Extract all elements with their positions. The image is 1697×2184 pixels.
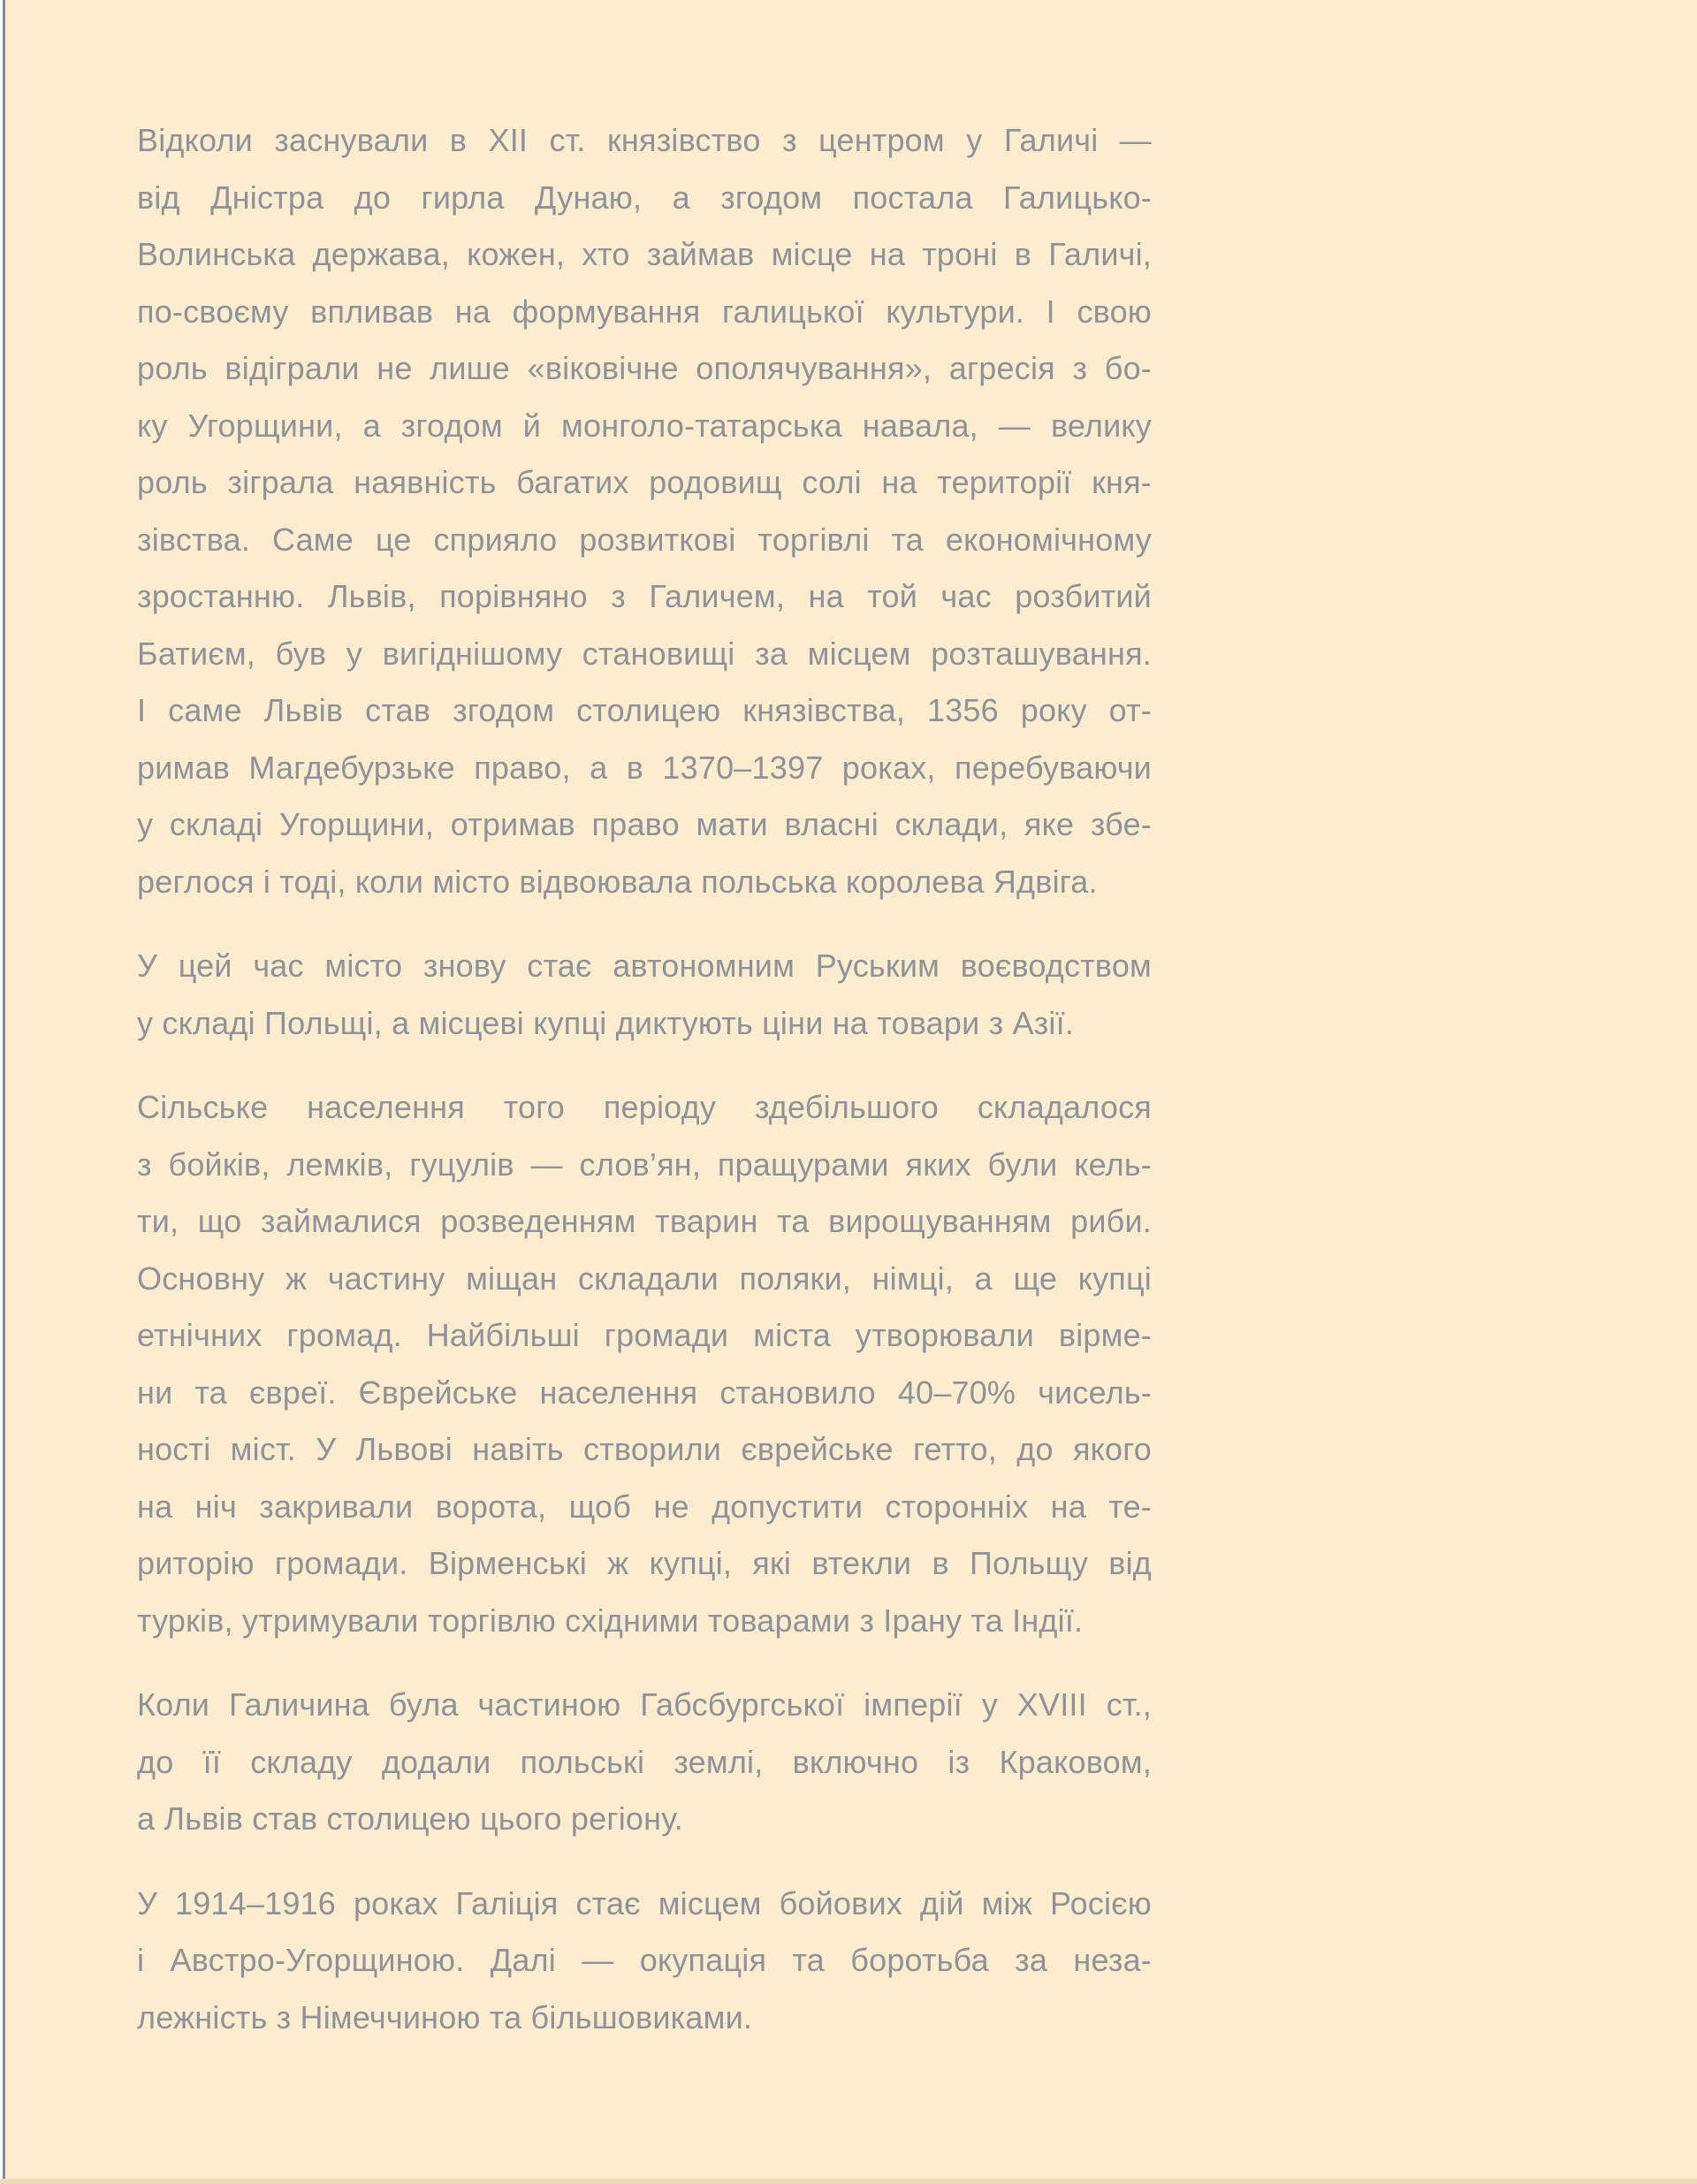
text-line: ності міст. У Львові навіть створили єврейське гетто, до якого — [137, 1431, 1152, 1467]
text-line: і Австро-Угорщиною. Далі — окупація та боротьба за неза- — [137, 1942, 1152, 1978]
text-line: У 1914–1916 роках Галіція стає місцем бойових дій між Росією — [137, 1884, 1152, 1921]
page-bottom-edge — [0, 2179, 1697, 2184]
text-line: від Дністра до гирла Дунаю, а згодом постала Галицько- — [137, 179, 1152, 216]
text-line: роль зіграла наявність багатих родовищ солі на території кня- — [137, 464, 1152, 500]
text-line: у складі Угорщини, отримав право мати власні склади, яке збе- — [137, 806, 1152, 842]
text-line: риторію громади. Вірменські ж купці, які втекли в Польщу від — [137, 1545, 1152, 1581]
text-line: ти, що займалися розведенням тварин та вирощуванням риби. — [137, 1203, 1152, 1239]
text-line: Волинська держава, кожен, хто займав місце на троні в Галичі, — [137, 236, 1152, 272]
text-line: з бойків, лемків, гуцулів — слов’ян, пращурами яких були кель- — [137, 1145, 1152, 1183]
text-line: на ніч закривали ворота, щоб не допустити сторонніх на те- — [137, 1488, 1152, 1525]
text-line: Основну ж частину міщан складали поляки, німці, а ще купці — [137, 1259, 1152, 1297]
body-text-column — [137, 112, 1152, 2046]
text-line: до її складу додали польські землі, включно із Краковом, — [137, 1743, 1152, 1780]
text-line: по-своєму впливав на формування галицької культури. І свою — [137, 293, 1152, 330]
text-line: ку Угорщини, а згодом й монголо-татарська навала, — велику — [137, 407, 1152, 444]
page-left-border-line — [3, 0, 5, 2184]
paragraph — [137, 1876, 1152, 2047]
text-line: У цей час місто знову стає автономним Руським воєводством — [137, 947, 1152, 984]
text-line: турків, утримували торгівлю східними товарами з Ірану та Індії. — [137, 1602, 1084, 1639]
text-line: а Львів став столицею цього регіону. — [137, 1800, 683, 1837]
text-line: у складі Польщі, а місцеві купці диктують ціни на товари з Азії. — [137, 1004, 1075, 1041]
paragraph — [137, 1677, 1152, 1848]
text-line: зівства. Саме це сприяло розвиткові торгівлі та економічному — [137, 521, 1152, 558]
text-line: Сільське населення того періоду здебільшого складалося — [137, 1089, 1152, 1125]
paragraph — [137, 1079, 1152, 1649]
text-line: Коли Галичина була частиною Габсбургської імперії у XVIII ст., — [137, 1686, 1152, 1723]
paragraph — [137, 112, 1152, 910]
text-line: ни та євреї. Єврейське населення становило 40–70% чисель- — [137, 1374, 1152, 1411]
text-line: Батиєм, був у вигіднішому становищі за місцем розташування. — [137, 635, 1152, 672]
text-line: зростанню. Львів, порівняно з Галичем, на той час розбитий — [137, 578, 1152, 614]
text-line: лежність з Німеччиною та більшовиками. — [137, 1998, 753, 2036]
text-line: реглося і тоді, коли місто відвоювала польська королева Ядвіга. — [137, 863, 1098, 900]
text-line: римав Магдебурзьке право, а в 1370–1397 роках, перебуваючи — [137, 749, 1152, 786]
text-line: роль відіграли не лише «віковічне ополячування», агресія з бо- — [137, 350, 1152, 386]
text-line: етнічних громад. Найбільші громади міста утворювали вірме- — [137, 1317, 1152, 1353]
paragraph — [137, 938, 1152, 1052]
text-line: І саме Львів став згодом столицею князівства, 1356 року от- — [137, 692, 1152, 728]
text-line: Відколи заснували в XII ст. князівство з центром у Галичі — — [137, 122, 1152, 158]
